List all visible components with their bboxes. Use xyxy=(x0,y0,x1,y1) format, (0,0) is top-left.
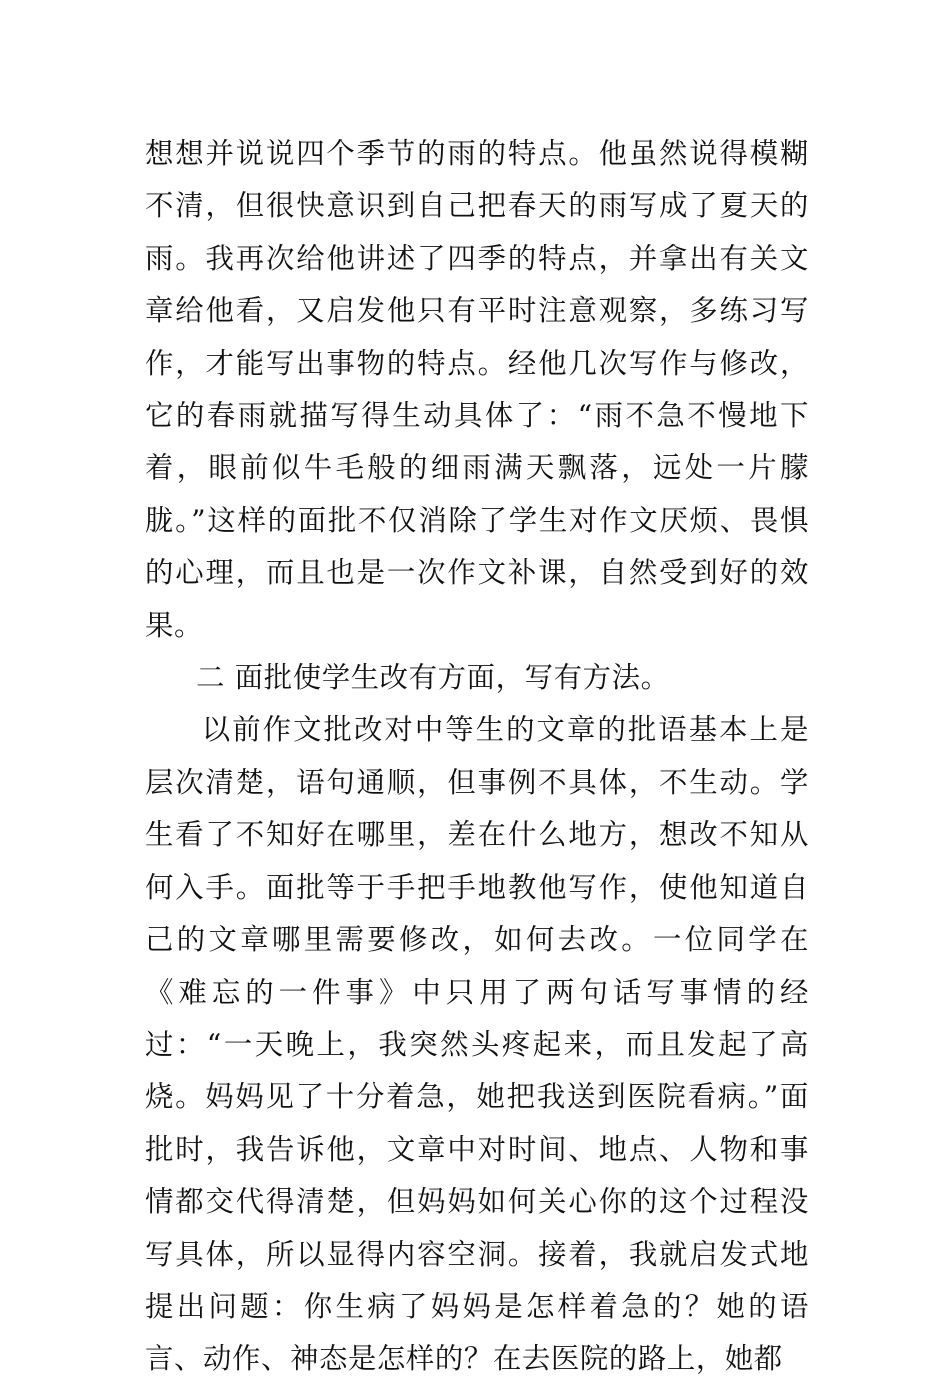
body-text xyxy=(145,128,809,1386)
paragraph-continued: 想想并说说四个季节的雨的特点。他虽然说得模糊不清，但很快意识到自己把春天的雨写成了夏天的雨。我再次给他讲述了四季的特点，并拿出有关文章给他看，又启发他只有平时注意观察，多练习写作，才能写出事物的特点。经他几次写作与修改，它的春雨就描写得生动具体了：“雨不急不慢地下着，眼前似牛毛般的细雨满天飘落，远处一片朦胧。”这样的面批不仅消除了学生对作文厌烦、畏惧的心理，而且也是一次作文补课，自然受到好的效果。 xyxy=(145,137,809,642)
paragraph-face-to-face-marking: 以前作文批改对中等生的文章的批语基本上是层次清楚，语句通顺，但事例不具体，不生动。学生看了不知好在哪里，差在什么地方，想改不知从何入手。面批等于手把手地教他写作，使他知道自己的文章哪里需要修改，如何去改。一位同学在《难忘的一件事》中只用了两句话写事情的经过：“一天晚上，我突然头疼起来，而且发起了高烧。妈妈见了十分着急，她把我送到医院看病。”面批时，我告诉他，文章中对时间、地点、人物和事情都交代得清楚，但妈妈如何关心你的这个过程没写具体，所以显得内容空洞。接着，我就启发式地提出问题：你生病了妈妈是怎样着急的？她的语言、动作、神态是怎样的？在去医院的路上，她都 xyxy=(145,713,809,1376)
section-heading-two: 二 面批使学生改有方面，写有方法。 xyxy=(196,661,670,695)
